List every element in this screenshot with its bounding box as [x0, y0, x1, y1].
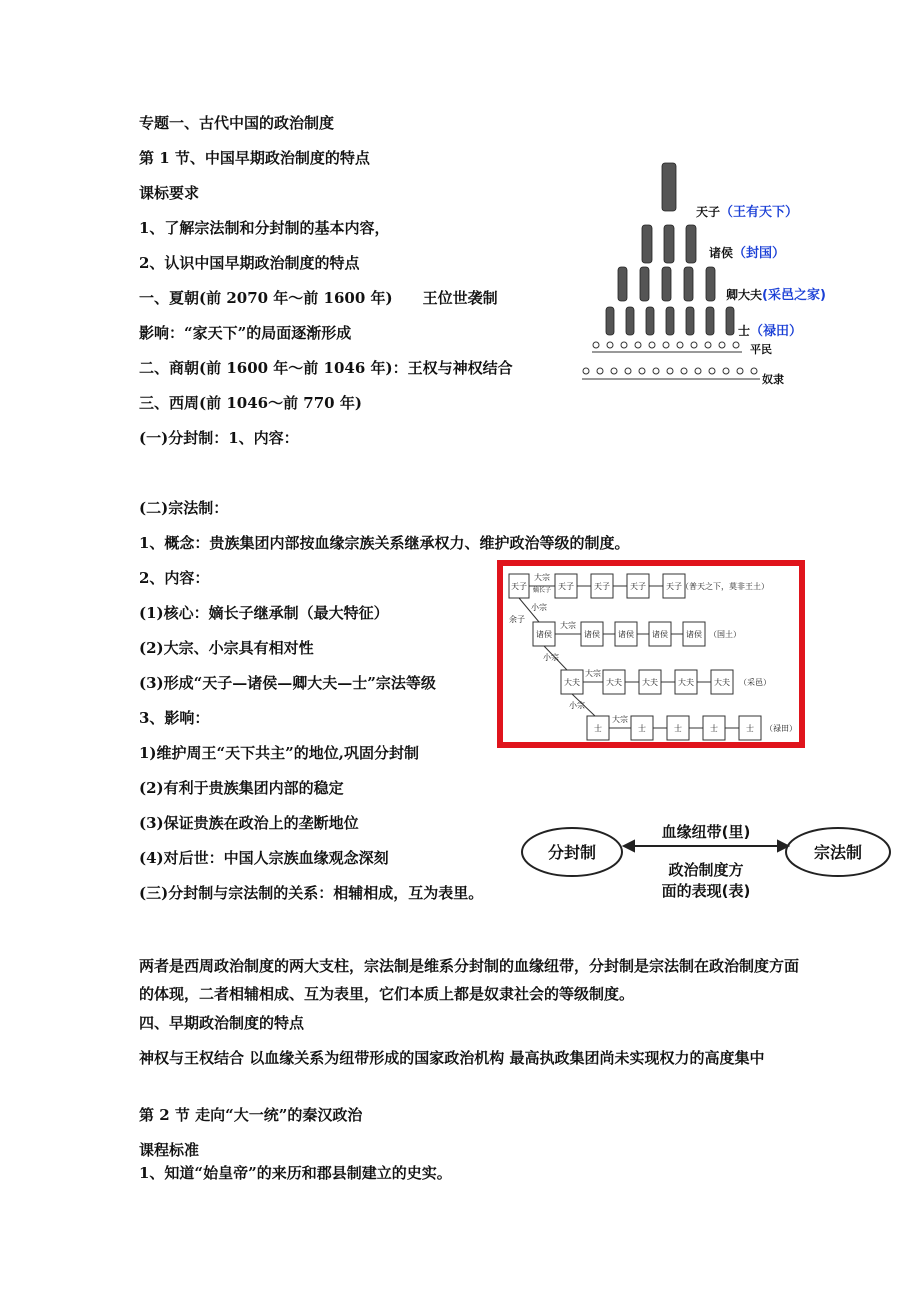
pyramid-tianzi-note: （王有天下） [720, 205, 799, 220]
zf-zhuhou-5: 诸侯 [686, 630, 702, 639]
zongfa-core: (1)核心：嫡长子继承制（最大特征） [139, 604, 389, 622]
pyramid-figures [578, 155, 848, 400]
zf-dafu-1: 大夫 [564, 678, 580, 687]
xia-dynasty [139, 288, 498, 308]
zf-shi-4: 士 [710, 724, 718, 733]
zf-dafu-5: 大夫 [714, 678, 730, 687]
zf-dafu-3: 大夫 [642, 678, 658, 687]
zongfa-concept: 1、概念：贵族集团内部按血缘宗族关系继承权力、维护政治等级的制度。 [139, 534, 630, 552]
zongfa-diagram [497, 560, 805, 748]
influence-1: 1)维护周王“天下共主”的地位,巩固分封制 [139, 744, 420, 762]
xia-dynasty-label: 一、夏朝(前 2070 年～前 1600 年) [139, 289, 393, 307]
zf-zhuhou-4: 诸侯 [652, 630, 668, 639]
zf-shi-5: 士 [746, 724, 754, 733]
zf-tianzi-3: 天子 [594, 582, 610, 591]
relation-heading: (三)分封制与宗法制的关系：相辅相成，互为表里。 [139, 884, 484, 902]
zf-note-3: （采邑） [739, 678, 771, 687]
topic-title: 专题一、古代中国的政治制度 [139, 114, 335, 132]
zf-xiaozong-2: 小宗 [543, 653, 559, 662]
influence-heading: 3、影响： [139, 709, 210, 727]
zf-xiaozong-1: 小宗 [531, 603, 547, 612]
zongfa-content-heading: 2、内容： [139, 569, 210, 587]
zf-tianzi-1: 天子 [511, 582, 527, 591]
relation-diagram-svg [520, 815, 900, 910]
zf-dizhangzi: 嫡长子 [532, 587, 552, 594]
section-title: 第 1 节、中国早期政治制度的特点 [139, 149, 370, 167]
influence-2: (2)有利于贵族集团内部的稳定 [139, 779, 344, 797]
zf-yuzi: 余子 [509, 615, 525, 624]
pyramid-nuli: 奴隶 [762, 373, 784, 386]
influence-4: (4)对后世：中国人宗族血缘观念深刻 [139, 849, 389, 867]
xia-dynasty-feature: 王位世袭制 [422, 289, 498, 307]
zongfa-heading: (二)宗法制： [139, 499, 229, 517]
zf-xiaozong-3: 小宗 [569, 701, 585, 710]
pyramid-shi-label: 士 [738, 324, 751, 338]
zongfa-diagram-svg [503, 566, 799, 742]
relation-right-label: 宗法制 [813, 843, 863, 862]
zf-tianzi-4: 天子 [630, 582, 646, 591]
relation-paragraph: 两者是西周政治制度的两大支柱，宗法制是维系分封制的血缘纽带，分封制是宗法制在政治制度方面的体现，二者相辅相成、互为表里，它们本质上都是奴隶社会的等级制度。 [139, 957, 800, 1003]
features-paragraph: 神权与王权结合 以血缘关系为纽带形成的国家政治机构 最高执政集团尚未实现权力的高度集中 [139, 1049, 765, 1067]
zf-note-1: （普天之下，莫非王土） [681, 582, 769, 591]
western-zhou: 三、西周(前 1046～前 770 年) [139, 394, 362, 412]
zf-shi-1: 士 [594, 724, 602, 733]
pyramid-qingdafu-note: (采邑之家) [762, 288, 826, 303]
zf-dazong-1: 大宗 [534, 573, 550, 582]
pyramid-zhuhou [709, 242, 785, 261]
zf-zhuhou-1: 诸侯 [536, 630, 552, 639]
zf-dazong-3: 大宗 [585, 669, 601, 678]
relation-bottom-label-2: 面的表现(表) [661, 882, 751, 900]
relation-left-label: 分封制 [547, 843, 597, 862]
requirement-2: 2、认识中国早期政治制度的特点 [139, 254, 360, 272]
requirement-1: 1、了解宗法制和分封制的基本内容， [139, 219, 390, 237]
pyramid-tianzi-label: 天子 [696, 205, 721, 219]
pyramid-pingmin: 平民 [750, 343, 772, 356]
pyramid-shi [738, 320, 802, 339]
zf-dafu-4: 大夫 [678, 678, 694, 687]
zongfa-relative: (2)大宗、小宗具有相对性 [139, 639, 314, 657]
zf-note-2: （国土） [709, 630, 741, 639]
zf-tianzi-5: 天子 [666, 582, 682, 591]
pyramid-qingdafu-label: 卿大夫 [726, 288, 763, 302]
pyramid-qingdafu [726, 284, 826, 303]
zf-dazong-2: 大宗 [560, 621, 576, 630]
social-hierarchy-pyramid [578, 155, 848, 400]
pyramid-shi-note: （禄田） [750, 324, 803, 339]
relation-diagram [520, 815, 900, 910]
xia-influence: 影响：“家天下”的局面逐渐形成 [139, 324, 352, 342]
standards-heading: 课程标准 [139, 1141, 200, 1159]
shang-dynasty: 二、商朝(前 1600 年～前 1046 年)：王权与神权结合 [139, 359, 513, 377]
features-heading: 四、早期政治制度的特点 [139, 1014, 305, 1032]
zf-dafu-2: 大夫 [606, 678, 622, 687]
zf-dazong-4: 大宗 [612, 715, 628, 724]
fenfeng-heading: (一)分封制：1、内容： [139, 429, 299, 447]
pyramid-zhuhou-label: 诸侯 [709, 246, 734, 260]
pyramid-zhuhou-note: （封国） [733, 246, 786, 261]
zf-tianzi-2: 天子 [558, 582, 574, 591]
zongfa-hierarchy: (3)形成“天子—诸侯—卿大夫—士”宗法等级 [139, 674, 436, 692]
standard-1: 1、知道“始皇帝”的来历和郡县制建立的史实。 [139, 1164, 452, 1182]
relation-top-label: 血缘纽带(里) [661, 823, 751, 841]
relation-bottom-label-1: 政治制度方 [668, 861, 744, 879]
zf-zhuhou-3: 诸侯 [618, 630, 634, 639]
zf-zhuhou-2: 诸侯 [584, 630, 600, 639]
zf-shi-3: 士 [674, 724, 682, 733]
heading-requirements: 课标要求 [139, 184, 200, 202]
section-2-title: 第 2 节 走向“大一统”的秦汉政治 [139, 1106, 363, 1124]
influence-3: (3)保证贵族在政治上的垄断地位 [139, 814, 359, 832]
zf-shi-2: 士 [638, 724, 646, 733]
pyramid-tianzi [696, 201, 798, 220]
zf-note-4: （禄田） [765, 724, 797, 733]
